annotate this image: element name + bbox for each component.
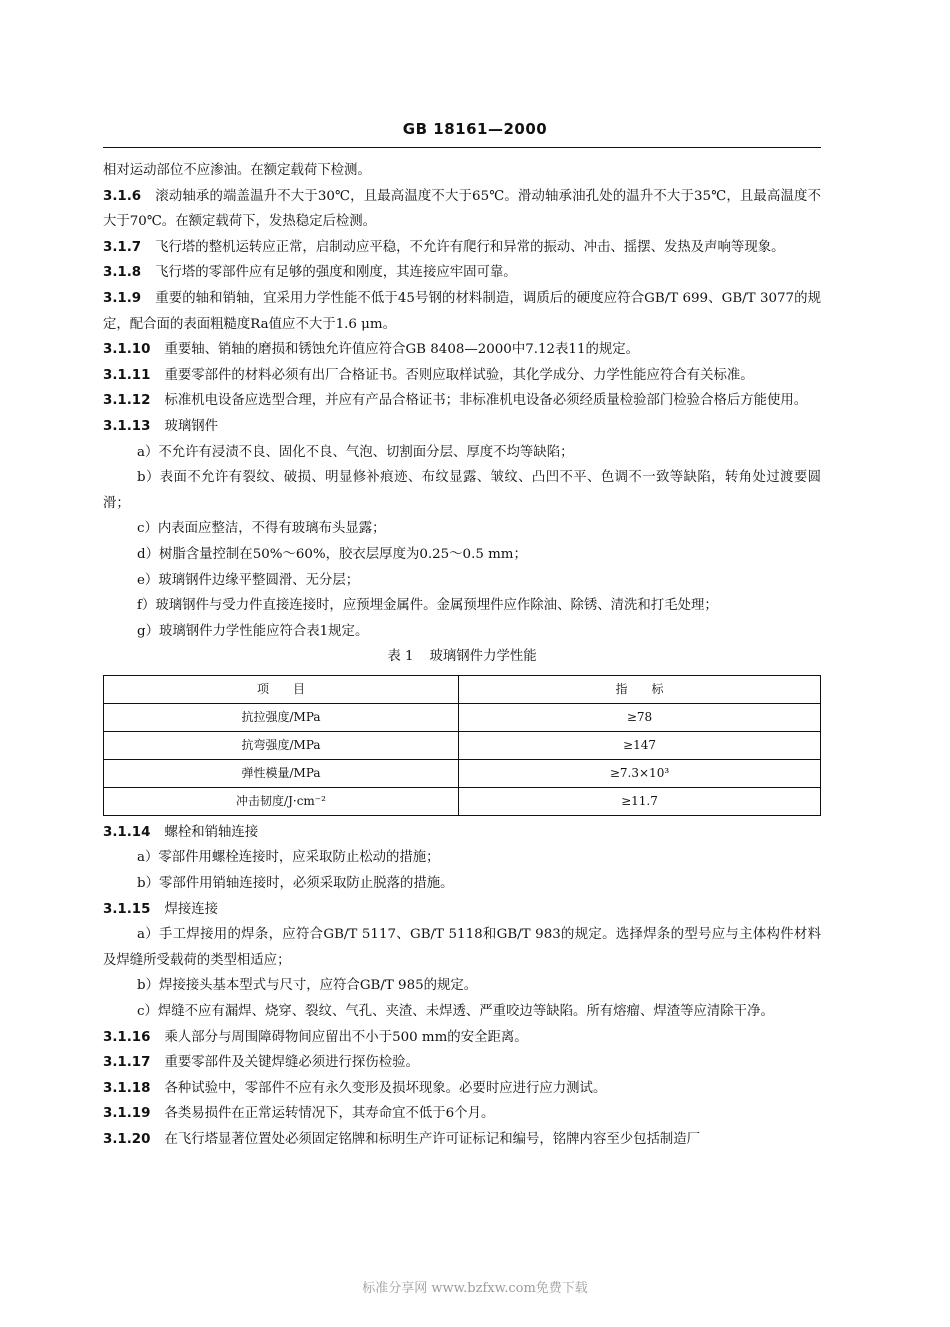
table-cell: ≥11.7	[459, 787, 821, 815]
clause-3-1-11: 3.1.11 重要零部件的材料必须有出厂合格证书。否则应取样试验，其化学成分、力学性能应符合有关标准。	[103, 367, 754, 383]
document-body	[103, 158, 821, 1153]
clause-3-1-17: 3.1.17 重要零部件及关键焊缝必须进行探伤检验。	[103, 1055, 419, 1071]
table-cell: 抗拉强度/MPa	[104, 703, 459, 731]
header-rule	[103, 147, 821, 148]
standard-header: GB 18161—2000	[402, 120, 548, 138]
clause-3-1-9: 3.1.9 重要的轴和销轴，宜采用力学性能不低于45号钢的材料制造，调质后的硬度应符合GB/T 699、GB/T 3077的规定，配合面的表面粗糙度Ra值应不大于1.6 μm。	[103, 290, 821, 332]
list-item: a）零部件用螺栓连接时，应采取防止松动的措施；	[137, 850, 440, 866]
table-title: 玻璃钢件力学性能	[429, 649, 537, 665]
list-item: b）表面不允许有裂纹、破损、明显修补痕迹、布纹显露、皱纹、凸凹不平、色调不一致等缺陷，转角处过渡要圆滑；	[103, 470, 821, 511]
clause-number: 3.1.10	[103, 342, 151, 358]
clause-number: 3.1.13	[103, 418, 151, 434]
list-item: b）零部件用销轴连接时，必须采取防止脱落的措施。	[137, 876, 454, 892]
clause-number: 3.1.16	[103, 1029, 151, 1045]
table-cell: ≥7.3×10³	[459, 759, 821, 787]
clause-3-1-15: 3.1.15 焊接连接	[103, 901, 219, 917]
table-header-row	[104, 675, 821, 703]
list-item: c）焊缝不应有漏焊、烧穿、裂纹、气孔、夹渣、未焊透、严重咬边等缺陷。所有熔瘤、焊渣等应清除干净。	[137, 1004, 774, 1020]
column-header-index: 指 标	[459, 675, 821, 703]
list-item: f）玻璃钢件与受力件直接连接时，应预埋金属件。金属预埋件应作除油、除锈、清洗和打毛处理；	[137, 598, 718, 614]
table-caption	[103, 644, 821, 670]
mechanical-properties-table	[103, 675, 821, 816]
clause-3-1-18: 3.1.18 各种试验中，零部件不应有永久变形及损坏现象。必要时应进行应力测试。	[103, 1080, 607, 1096]
table-row	[104, 787, 821, 815]
table-number: 表 1	[387, 649, 414, 665]
list-item: c）内表面应整洁，不得有玻璃布头显露；	[137, 521, 386, 537]
clause-3-1-14: 3.1.14 螺栓和销轴连接	[103, 824, 259, 840]
clause-3-1-7: 3.1.7 飞行塔的整机运转应正常，启制动应平稳，不允许有爬行和异常的振动、冲击、摇摆、发热及声响等现象。	[103, 239, 785, 255]
clause-3-1-6: 3.1.6 滚动轴承的端盖温升不大于30℃，且最高温度不大于65℃。滑动轴承油孔处的温升不大于35℃，且最高温度不大于70℃。在额定载荷下，发热稳定后检测。	[103, 188, 821, 230]
clause-3-1-19: 3.1.19 各类易损件在正常运转情况下，其寿命宜不低于6个月。	[103, 1106, 495, 1122]
clause-number: 3.1.20	[103, 1132, 151, 1147]
list-item: b）焊接接头基本型式与尺寸，应符合GB/T 985的规定。	[137, 978, 478, 994]
column-header-item: 项 目	[104, 675, 459, 703]
clause-number: 3.1.17	[103, 1055, 151, 1071]
paragraph-continuation: 相对运动部位不应渗油。在额定载荷下检测。	[103, 163, 371, 178]
clause-3-1-20: 3.1.20 在飞行塔显著位置处必须固定铭牌和标明生产许可证标记和编号，铭牌内容至少包括制造厂	[103, 1132, 701, 1147]
list-item: a）手工焊接用的焊条，应符合GB/T 5117、GB/T 5118和GB/T 983的规定。选择焊条的型号应与主体构件材料及焊缝所受载荷的类型相适应；	[103, 927, 821, 968]
table-row	[104, 703, 821, 731]
table-cell: ≥147	[459, 731, 821, 759]
list-item: g）玻璃钢件力学性能应符合表1规定。	[137, 623, 369, 639]
table-row	[104, 759, 821, 787]
clause-number: 3.1.8	[103, 265, 142, 281]
list-item: e）玻璃钢件边缘平整圆滑、无分层；	[137, 572, 360, 588]
table-cell: 弹性模量/MPa	[104, 759, 459, 787]
clause-number: 3.1.18	[103, 1080, 151, 1096]
clause-number: 3.1.12	[103, 393, 151, 409]
list-item: d）树脂含量控制在50%～60%，胶衣层厚度为0.25～0.5 mm；	[137, 546, 527, 562]
clause-number: 3.1.11	[103, 367, 151, 383]
clause-3-1-13: 3.1.13 玻璃钢件	[103, 418, 219, 434]
clause-number: 3.1.6	[103, 188, 142, 204]
clause-number: 3.1.7	[103, 239, 142, 255]
list-item: a）不允许有浸渍不良、固化不良、气泡、切割面分层、厚度不均等缺陷；	[137, 444, 574, 460]
watermark-footer: 标准分享网 www.bzfxw.com免费下载	[362, 1281, 588, 1296]
table-row	[104, 731, 821, 759]
table-cell: 冲击韧度/J·cm⁻²	[104, 787, 459, 815]
table-cell: 抗弯强度/MPa	[104, 731, 459, 759]
clause-number: 3.1.15	[103, 901, 151, 917]
clause-3-1-12: 3.1.12 标准机电设备应选型合理，并应有产品合格证书；非标准机电设备必须经质量检验部门检验合格后方能使用。	[103, 393, 808, 409]
clause-number: 3.1.9	[103, 290, 142, 306]
clause-3-1-16: 3.1.16 乘人部分与周围障碍物间应留出不小于500 mm的安全距离。	[103, 1029, 528, 1045]
clause-3-1-10: 3.1.10 重要轴、销轴的磨损和锈蚀允许值应符合GB 8408—2000中7.12表11的规定。	[103, 342, 640, 358]
clause-number: 3.1.19	[103, 1106, 151, 1122]
table-cell: ≥78	[459, 703, 821, 731]
clause-number: 3.1.14	[103, 824, 151, 840]
clause-3-1-8: 3.1.8 飞行塔的零部件应有足够的强度和刚度，其连接应牢固可靠。	[103, 265, 517, 281]
